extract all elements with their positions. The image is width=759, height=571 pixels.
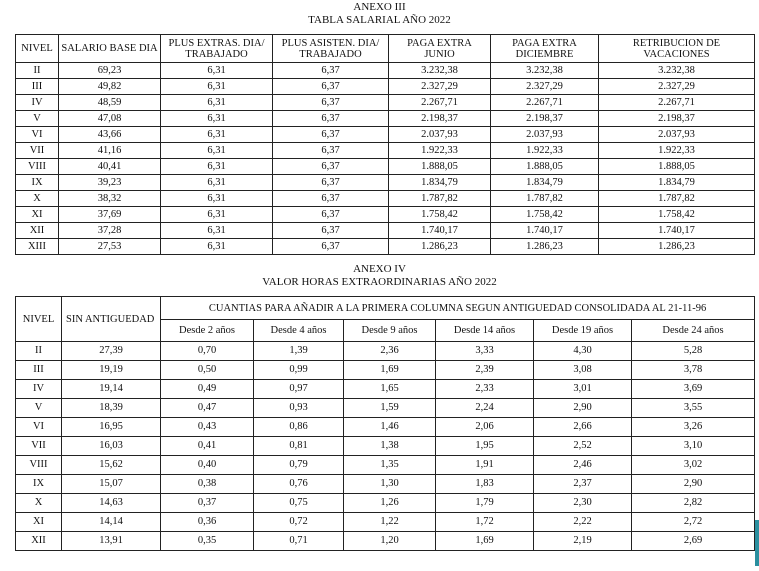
table-cell: 0,81 <box>254 437 344 456</box>
page-edge-accent <box>755 520 759 566</box>
col-subheader: Desde 2 años <box>161 320 254 342</box>
table-cell: XI <box>16 207 59 223</box>
table-cell: 19,14 <box>62 380 161 399</box>
table-cell: VII <box>16 143 59 159</box>
table-cell: 2.327,29 <box>599 79 755 95</box>
col-header: NIVEL <box>16 35 59 63</box>
table-row <box>16 475 755 494</box>
col-subheader: Desde 24 años <box>632 320 755 342</box>
table-cell: 6,37 <box>273 159 389 175</box>
table-cell: 3,55 <box>632 399 755 418</box>
table-cell: X <box>16 494 62 513</box>
table-cell: VI <box>16 418 62 437</box>
salary-table-header-row <box>16 35 755 63</box>
table-row <box>16 207 755 223</box>
table-cell: 6,37 <box>273 239 389 255</box>
table-cell: 3.232,38 <box>491 63 599 79</box>
table-cell: 0,35 <box>161 532 254 551</box>
table-row <box>16 143 755 159</box>
table-cell: 1.286,23 <box>599 239 755 255</box>
anexo3-subtitle: TABLA SALARIAL AÑO 2022 <box>308 14 451 26</box>
table-row <box>16 399 755 418</box>
table-cell: 6,31 <box>161 143 273 159</box>
table-cell: 40,41 <box>59 159 161 175</box>
table-cell: VI <box>16 127 59 143</box>
table-cell: IV <box>16 95 59 111</box>
col-header-sin-antiguedad: SIN ANTIGUEDAD <box>62 297 161 342</box>
table-cell: 0,99 <box>254 361 344 380</box>
table-row <box>16 532 755 551</box>
table-cell: 1,91 <box>436 456 534 475</box>
table-cell: 69,23 <box>59 63 161 79</box>
table-cell: 2.327,29 <box>491 79 599 95</box>
table-cell: 2,36 <box>344 342 436 361</box>
table-cell: 1.888,05 <box>599 159 755 175</box>
table-cell: 6,37 <box>273 63 389 79</box>
table-cell: 1,38 <box>344 437 436 456</box>
table-cell: XI <box>16 513 62 532</box>
table-row <box>16 361 755 380</box>
table-cell: 43,66 <box>59 127 161 143</box>
overtime-table-header-row <box>16 297 755 320</box>
table-cell: 0,70 <box>161 342 254 361</box>
table-cell: 6,37 <box>273 191 389 207</box>
table-cell: 3,26 <box>632 418 755 437</box>
table-cell: 0,97 <box>254 380 344 399</box>
table-cell: 47,08 <box>59 111 161 127</box>
table-cell: VII <box>16 437 62 456</box>
table-cell: 0,43 <box>161 418 254 437</box>
table-cell: 2,37 <box>534 475 632 494</box>
table-row <box>16 456 755 475</box>
table-cell: 6,31 <box>161 127 273 143</box>
table-cell: 3,02 <box>632 456 755 475</box>
table-cell: 1,95 <box>436 437 534 456</box>
col-subheader: Desde 14 años <box>436 320 534 342</box>
table-cell: 37,69 <box>59 207 161 223</box>
table-cell: 15,62 <box>62 456 161 475</box>
table-cell: 0,36 <box>161 513 254 532</box>
table-cell: 0,76 <box>254 475 344 494</box>
table-cell: 6,31 <box>161 159 273 175</box>
table-cell: 1,59 <box>344 399 436 418</box>
table-cell: 1.787,82 <box>491 191 599 207</box>
table-cell: 3.232,38 <box>389 63 491 79</box>
table-cell: 2,90 <box>632 475 755 494</box>
table-cell: 1.758,42 <box>599 207 755 223</box>
anexo3-title: ANEXO III <box>353 1 406 13</box>
table-cell: 2.037,93 <box>599 127 755 143</box>
table-cell: 6,31 <box>161 191 273 207</box>
table-cell: 1.834,79 <box>491 175 599 191</box>
col-header: PAGA EXTRA DICIEMBRE <box>491 35 599 63</box>
table-cell: 16,95 <box>62 418 161 437</box>
table-cell: 1.834,79 <box>599 175 755 191</box>
table-cell: 1,83 <box>436 475 534 494</box>
table-cell: 2,24 <box>436 399 534 418</box>
table-cell: 2.327,29 <box>389 79 491 95</box>
table-cell: 0,72 <box>254 513 344 532</box>
col-header-group: CUANTIAS PARA AÑADIR A LA PRIMERA COLUMNA SEGUN ANTIGUEDAD CONSOLIDADA AL 21-11-96 <box>161 297 755 320</box>
table-cell: III <box>16 361 62 380</box>
table-cell: 2,72 <box>632 513 755 532</box>
table-row <box>16 95 755 111</box>
table-cell: 2,82 <box>632 494 755 513</box>
table-cell: 3,01 <box>534 380 632 399</box>
table-cell: 2.267,71 <box>599 95 755 111</box>
table-cell: 3.232,38 <box>599 63 755 79</box>
table-cell: 2,66 <box>534 418 632 437</box>
table-cell: 2.198,37 <box>491 111 599 127</box>
table-cell: 1,20 <box>344 532 436 551</box>
table-row <box>16 437 755 456</box>
table-cell: III <box>16 79 59 95</box>
table-cell: 1.888,05 <box>389 159 491 175</box>
table-cell: 1.758,42 <box>389 207 491 223</box>
table-cell: II <box>16 342 62 361</box>
table-cell: 6,37 <box>273 79 389 95</box>
table-cell: 6,31 <box>161 111 273 127</box>
table-cell: 1,26 <box>344 494 436 513</box>
table-cell: IX <box>16 175 59 191</box>
table-cell: 1.758,42 <box>491 207 599 223</box>
table-cell: 1.888,05 <box>491 159 599 175</box>
table-cell: 6,31 <box>161 239 273 255</box>
table-cell: 2,19 <box>534 532 632 551</box>
table-cell: 1.922,33 <box>491 143 599 159</box>
table-cell: XII <box>16 532 62 551</box>
table-cell: 37,28 <box>59 223 161 239</box>
table-cell: 1,69 <box>436 532 534 551</box>
col-header: SALARIO BASE DIA <box>59 35 161 63</box>
table-cell: 1.740,17 <box>491 223 599 239</box>
table-cell: 2.198,37 <box>599 111 755 127</box>
table-row <box>16 111 755 127</box>
table-cell: VIII <box>16 159 59 175</box>
table-row <box>16 239 755 255</box>
table-cell: 2,06 <box>436 418 534 437</box>
table-cell: 3,78 <box>632 361 755 380</box>
table-cell: 48,59 <box>59 95 161 111</box>
table-cell: 1,79 <box>436 494 534 513</box>
table-cell: 0,79 <box>254 456 344 475</box>
table-cell: 1,22 <box>344 513 436 532</box>
table-cell: 0,75 <box>254 494 344 513</box>
table-cell: 3,33 <box>436 342 534 361</box>
table-cell: 2.198,37 <box>389 111 491 127</box>
table-cell: 3,69 <box>632 380 755 399</box>
table-cell: 1.922,33 <box>389 143 491 159</box>
table-cell: 3,10 <box>632 437 755 456</box>
table-cell: II <box>16 63 59 79</box>
table-cell: 6,31 <box>161 79 273 95</box>
table-cell: IX <box>16 475 62 494</box>
table-cell: XII <box>16 223 59 239</box>
table-cell: 18,39 <box>62 399 161 418</box>
col-header-nivel: NIVEL <box>16 297 62 342</box>
table-cell: 0,49 <box>161 380 254 399</box>
table-cell: 1,35 <box>344 456 436 475</box>
table-cell: 1.740,17 <box>389 223 491 239</box>
table-cell: 1,69 <box>344 361 436 380</box>
table-cell: 2,39 <box>436 361 534 380</box>
table-cell: 27,53 <box>59 239 161 255</box>
table-cell: 6,37 <box>273 207 389 223</box>
table-cell: 2,69 <box>632 532 755 551</box>
table-cell: 1.740,17 <box>599 223 755 239</box>
table-cell: 2.037,93 <box>491 127 599 143</box>
table-cell: 1,39 <box>254 342 344 361</box>
table-cell: V <box>16 111 59 127</box>
col-subheader: Desde 19 años <box>534 320 632 342</box>
table-cell: 3,08 <box>534 361 632 380</box>
col-header: PAGA EXTRA JUNIO <box>389 35 491 63</box>
table-cell: 2,46 <box>534 456 632 475</box>
col-subheader: Desde 4 años <box>254 320 344 342</box>
table-cell: 38,32 <box>59 191 161 207</box>
anexo4-heading <box>0 263 759 289</box>
table-cell: 4,30 <box>534 342 632 361</box>
salary-table <box>15 34 755 255</box>
table-cell: 0,50 <box>161 361 254 380</box>
col-subheader: Desde 9 años <box>344 320 436 342</box>
table-cell: 1,30 <box>344 475 436 494</box>
table-cell: VIII <box>16 456 62 475</box>
anexo4-title: ANEXO IV <box>353 263 406 275</box>
table-cell: 2,22 <box>534 513 632 532</box>
table-cell: 1,72 <box>436 513 534 532</box>
col-header: PLUS ASISTEN. DIA/ TRABAJADO <box>273 35 389 63</box>
table-cell: 6,37 <box>273 223 389 239</box>
col-header: RETRIBUCION DE VACACIONES <box>599 35 755 63</box>
table-cell: 2.037,93 <box>389 127 491 143</box>
table-cell: 1.286,23 <box>491 239 599 255</box>
table-cell: 0,41 <box>161 437 254 456</box>
table-cell: 2,52 <box>534 437 632 456</box>
table-cell: IV <box>16 380 62 399</box>
table-row <box>16 380 755 399</box>
table-row <box>16 513 755 532</box>
table-cell: 41,16 <box>59 143 161 159</box>
table-cell: 6,31 <box>161 175 273 191</box>
table-cell: 0,71 <box>254 532 344 551</box>
table-row <box>16 175 755 191</box>
table-cell: 1.286,23 <box>389 239 491 255</box>
table-cell: 13,91 <box>62 532 161 551</box>
table-cell: 6,37 <box>273 127 389 143</box>
table-cell: 6,31 <box>161 223 273 239</box>
table-cell: 2,33 <box>436 380 534 399</box>
table-cell: 2.267,71 <box>491 95 599 111</box>
table-cell: 6,37 <box>273 175 389 191</box>
overtime-table <box>15 296 755 551</box>
table-cell: 0,40 <box>161 456 254 475</box>
table-cell: 27,39 <box>62 342 161 361</box>
table-cell: 6,31 <box>161 207 273 223</box>
table-cell: 6,31 <box>161 95 273 111</box>
table-row <box>16 159 755 175</box>
table-row <box>16 127 755 143</box>
table-cell: 2.267,71 <box>389 95 491 111</box>
table-cell: 1.787,82 <box>389 191 491 207</box>
table-cell: 14,63 <box>62 494 161 513</box>
table-cell: 6,37 <box>273 111 389 127</box>
table-cell: 19,19 <box>62 361 161 380</box>
anexo3-heading <box>0 1 759 27</box>
table-cell: 0,47 <box>161 399 254 418</box>
table-cell: 39,23 <box>59 175 161 191</box>
table-row <box>16 418 755 437</box>
table-cell: 1,46 <box>344 418 436 437</box>
table-cell: 49,82 <box>59 79 161 95</box>
table-cell: XIII <box>16 239 59 255</box>
table-cell: 0,38 <box>161 475 254 494</box>
table-row <box>16 342 755 361</box>
table-cell: 0,93 <box>254 399 344 418</box>
anexo4-subtitle: VALOR HORAS EXTRAORDINARIAS AÑO 2022 <box>262 276 497 288</box>
table-cell: 6,37 <box>273 95 389 111</box>
table-cell: 6,31 <box>161 63 273 79</box>
table-cell: 5,28 <box>632 342 755 361</box>
table-row <box>16 223 755 239</box>
table-cell: 1.834,79 <box>389 175 491 191</box>
table-cell: 1.787,82 <box>599 191 755 207</box>
table-cell: X <box>16 191 59 207</box>
table-cell: V <box>16 399 62 418</box>
col-header: PLUS EXTRAS. DIA/ TRABAJADO <box>161 35 273 63</box>
table-row <box>16 63 755 79</box>
table-cell: 6,37 <box>273 143 389 159</box>
table-cell: 2,30 <box>534 494 632 513</box>
table-cell: 14,14 <box>62 513 161 532</box>
table-cell: 2,90 <box>534 399 632 418</box>
table-cell: 16,03 <box>62 437 161 456</box>
table-cell: 1,65 <box>344 380 436 399</box>
table-row <box>16 191 755 207</box>
table-cell: 0,86 <box>254 418 344 437</box>
table-cell: 0,37 <box>161 494 254 513</box>
table-row <box>16 79 755 95</box>
table-cell: 15,07 <box>62 475 161 494</box>
table-cell: 1.922,33 <box>599 143 755 159</box>
table-row <box>16 494 755 513</box>
